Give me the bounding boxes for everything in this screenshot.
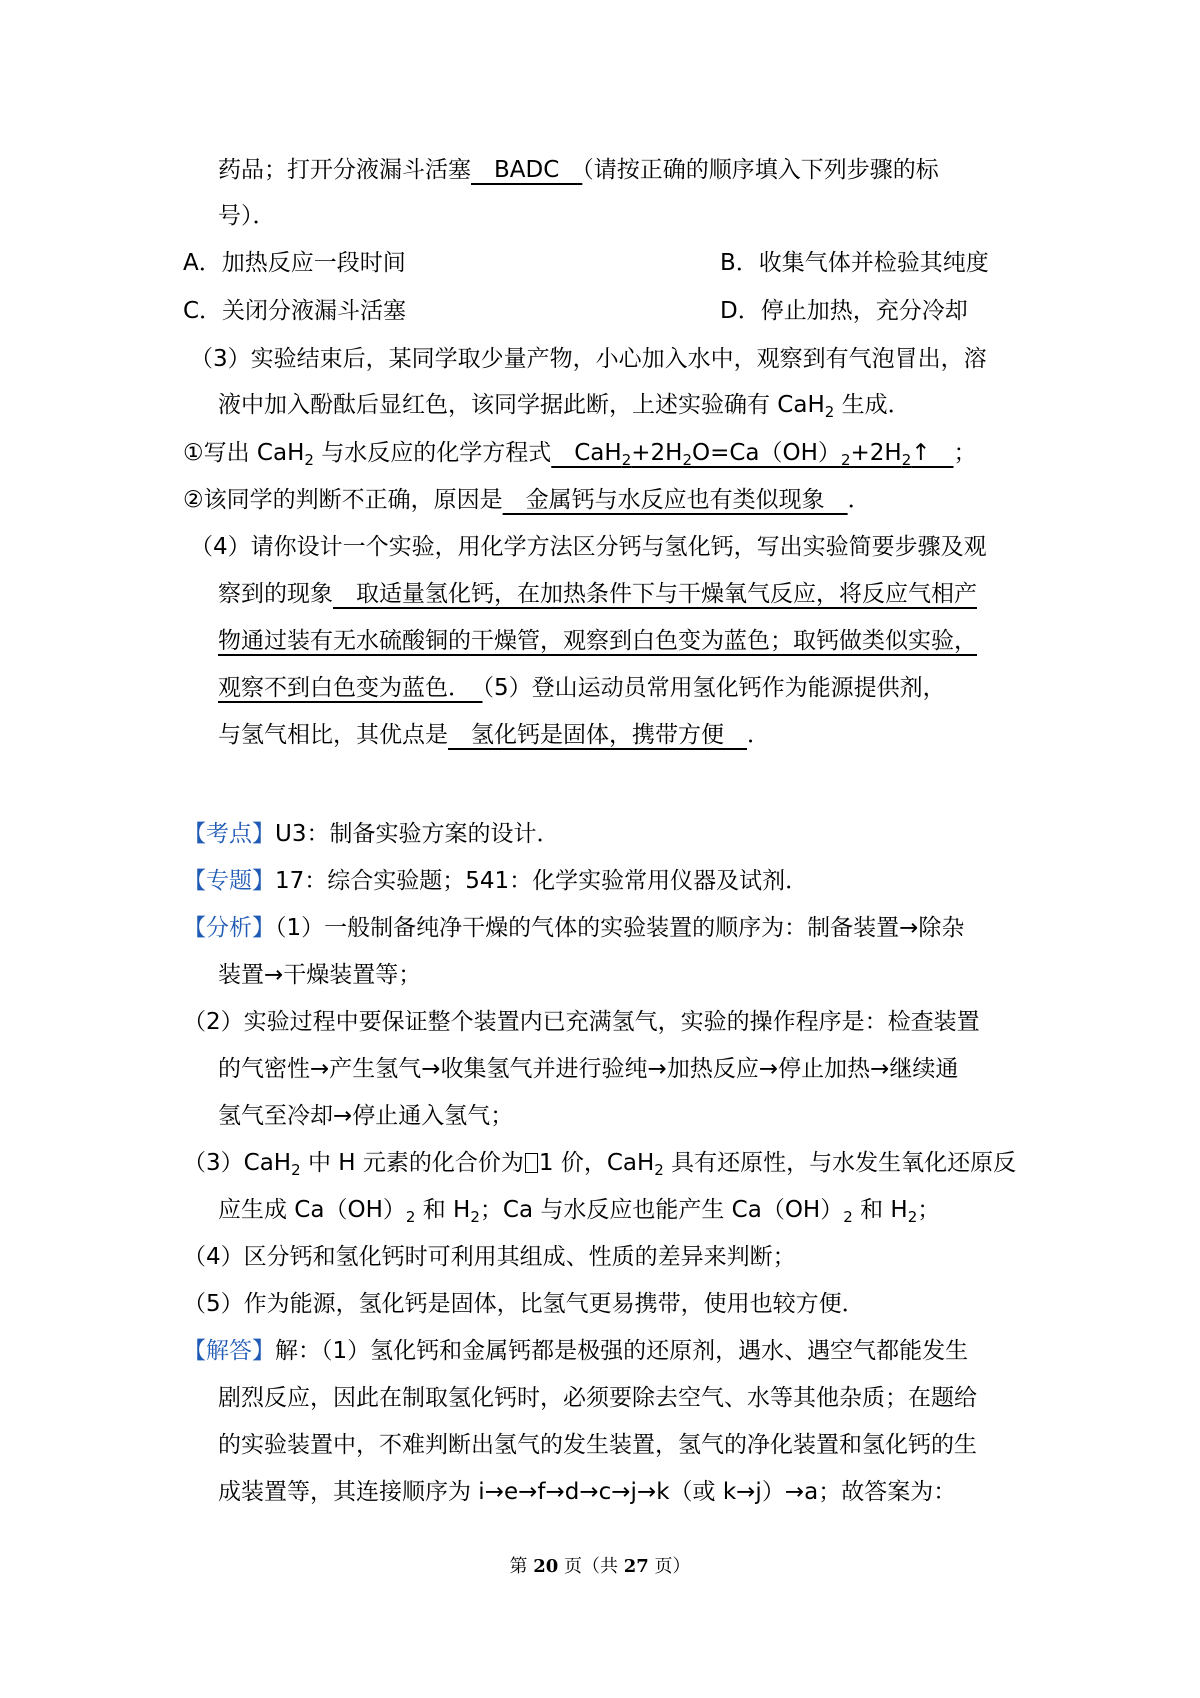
fenxi-line-2: 装置→干燥装置等； [218, 962, 422, 988]
q2-line-2: 号）． [218, 203, 276, 229]
jieda-line-3: 的实验装置中，不难判断出氢气的发生装置，氢气的净化装置和氢化钙的生 [218, 1432, 977, 1458]
q3-line-1: （3）实验结束后，某同学取少量产物，小心加入水中，观察到有气泡冒出，溶 [190, 346, 987, 372]
fenxi-line-7: 应生成 $Ca(OH)_2$ 和 $H_2$；Ca 与水反应也能产生 $Ca(OH)_2$ 和 $H_2$； [218, 1197, 941, 1226]
kaodian-label: 【考点】 [183, 821, 275, 847]
total-pages: 27 [623, 1556, 649, 1577]
q4-answer: 取适量氢化钙，在加热条件下与干燥氧气反应，将反应气相产 [333, 581, 977, 607]
fenxi-label: 【分析】 [183, 915, 275, 941]
missing-glyph-icon [525, 1153, 538, 1173]
q3-line-2: 液中加入酚酞后显红色，该同学据此断，上述实验确有 CaH$_2$ 生成． [218, 392, 911, 421]
fenxi-line-4: 的气密性→产生氢气→收集氢气并进行验纯→加热反应→停止加热→继续通 [218, 1056, 959, 1082]
q2-answer: BADC [471, 157, 583, 183]
fenxi-line-9: （5）作为能源，氢化钙是固体，比氢气更易携带，使用也较方便． [183, 1291, 865, 1317]
reason-answer: 金属钙与水反应也有类似现象 [502, 487, 848, 513]
q2-text-cont: （请按正确的顺序填入下列步骤的标 [582, 157, 939, 183]
q4-line-1: （4）请你设计一个实验，用化学方法区分钙与氢化钙，写出实验简要步骤及观 [190, 534, 987, 560]
q4-line-2: 察到的现象 取适量氢化钙，在加热条件下与干燥氧气反应，将反应气相产 [218, 581, 977, 607]
jieda-line-1: 【解答】解：（1）氢化钙和金属钙都是极强的还原剂，遇水、遇空气都能发生 [183, 1338, 969, 1364]
kaodian-line: 【考点】U3：制备实验方案的设计． [183, 821, 560, 847]
option-b: B．收集气体并检验其纯度 [720, 250, 989, 276]
zhuanti-label: 【专题】 [183, 868, 275, 894]
current-page: 20 [533, 1556, 559, 1577]
jieda-label: 【解答】 [183, 1338, 275, 1364]
q2-text: 药品；打开分液漏斗活塞 [218, 157, 471, 183]
q2-line-1 [218, 150, 939, 190]
jieda-line-4: 成装置等，其连接顺序为 i→e→f→d→c→j→k（或 k→j）→a；故答案为： [218, 1479, 957, 1505]
q3-reason-line: ②该同学的判断不正确，原因是 金属钙与水反应也有类似现象 ． [183, 487, 871, 513]
q4-answer-cont: 物通过装有无水硫酸铜的干燥管，观察到白色变为蓝色；取钙做类似实验， [218, 628, 977, 654]
option-a: A．加热反应一段时间 [183, 250, 406, 276]
q3-equation-line: ①写出 CaH$_2$ 与水反应的化学方程式 $CaH_2+2H_2O=Ca(OH)_2+2H_2↑$ ； [183, 440, 977, 469]
option-d: D．停止加热，充分冷却 [720, 298, 968, 324]
q5-answer: 氢化钙是固体，携带方便 [448, 722, 747, 748]
fenxi-line-1: 【分析】（1）一般制备纯净干燥的气体的实验装置的顺序为：制备装置→除杂 [183, 915, 965, 941]
zhuanti-line: 【专题】17：综合实验题；541：化学实验常用仪器及试剂． [183, 868, 809, 894]
q4-line-3 [218, 621, 977, 661]
q5-line: 与氢气相比，其优点是 氢化钙是固体，携带方便 ． [218, 722, 770, 748]
fenxi-line-3: （2）实验过程中要保证整个装置内已充满氢气，实验的操作程序是：检查装置 [183, 1009, 980, 1035]
equation-answer: $CaH_2+2H_2O=Ca(OH)_2+2H_2↑$ [551, 440, 954, 469]
fenxi-line-8: （4）区分钙和氢化钙时可利用其组成、性质的差异来判断； [183, 1244, 796, 1270]
jieda-line-2: 剧烈反应，因此在制取氢化钙时，必须要除去空气、水等其他杂质；在题给 [218, 1385, 977, 1411]
fenxi-line-5: 氢气至冷却→停止通入氢气； [218, 1103, 514, 1129]
page-footer: 第 20 页（共 27 页） [509, 1556, 691, 1577]
q4-line-4: 观察不到白色变为蓝色． （5）登山运动员常用氢化钙作为能源提供剂， [218, 675, 946, 701]
fenxi-line-6: （3）CaH$_2$ 中 H 元素的化合价为 1 价，CaH$_2$ 具有还原性，与水发生氧化还原反 [183, 1150, 1017, 1179]
q4-answer-end: 观察不到白色变为蓝色． [218, 675, 483, 701]
option-c: C．关闭分液漏斗活塞 [183, 298, 407, 324]
